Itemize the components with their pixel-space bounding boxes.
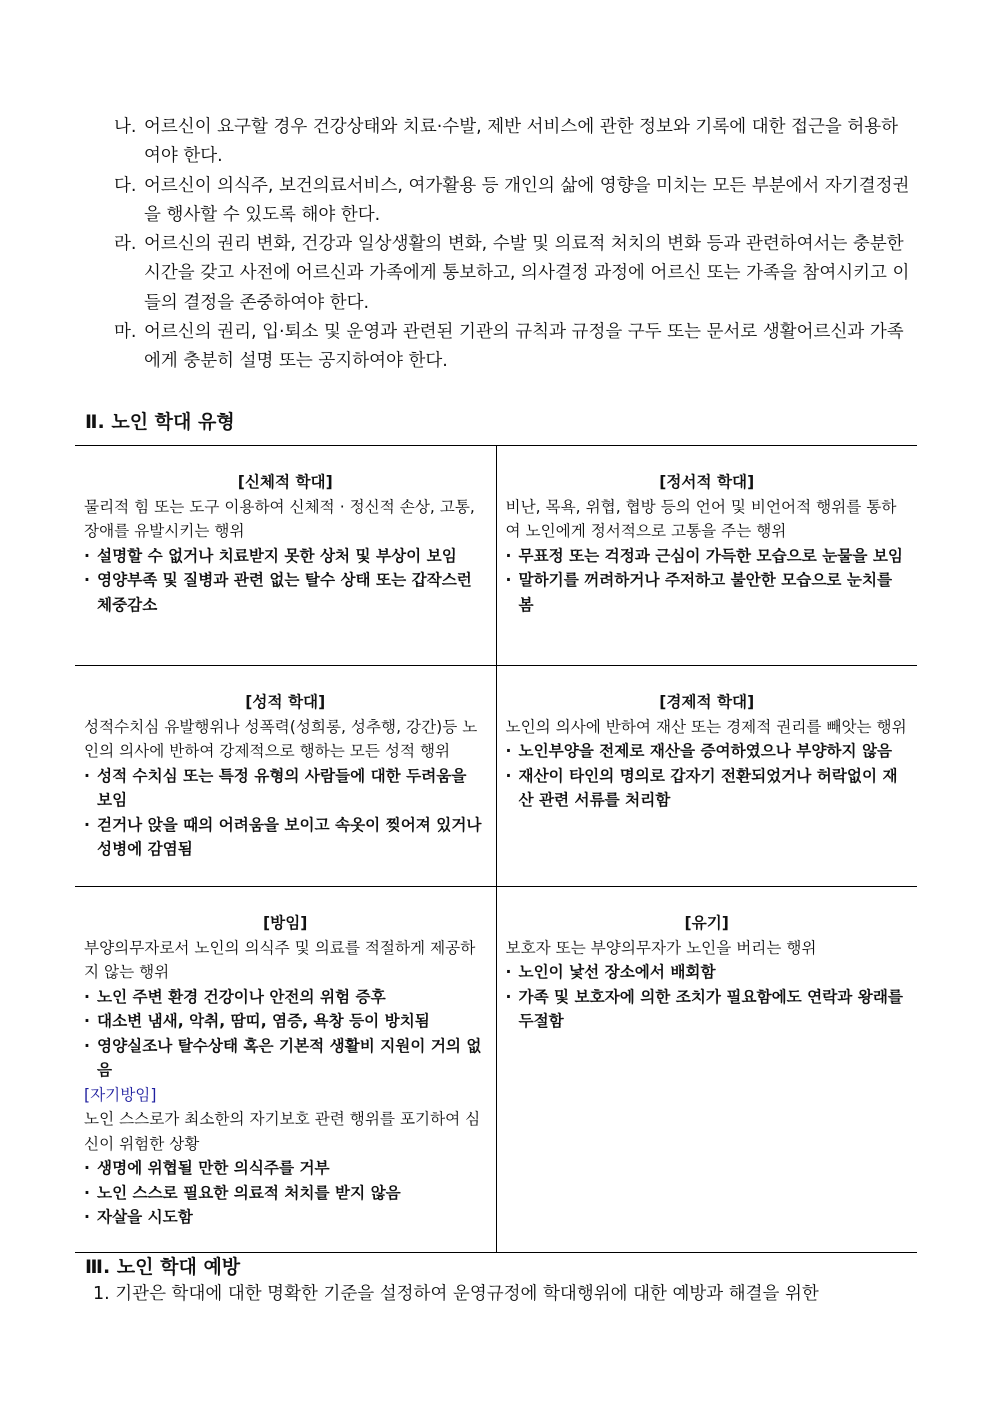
item-text: 어르신의 권리, 입·퇴소 및 운영과 관련된 기관의 규칙과 규정을 구두 또는 문서로 생활어르신과 가족에게 충분히 설명 또는 공지하여야 한다. [144,322,904,372]
self-neglect-description: 노인 스스로가 최소한의 자기보호 관련 행위를 포기하여 심신이 위험한 상황 [84,1110,481,1153]
cell-description: 비난, 목욕, 위협, 협방 등의 언어 및 비언어적 행위를 통하여 노인에게 정서적으로 고통을 주는 행위 [505,497,897,540]
bullet-item: · 영양실조나 탈수상태 혹은 기본적 생활비 지원이 거의 없음 [84,1034,487,1083]
cell-title: [신체적 학대] [237,473,333,491]
bullet-mark: · [505,987,512,1006]
bullet-mark: · [84,1036,90,1055]
cell-title: [성적 학대] [245,693,326,711]
cell-physical-abuse [75,446,496,666]
cell-title: [경제적 학대] [659,693,755,711]
bullet-item: · 걷거나 앉을 때의 어려움을 보이고 속옷이 찢어져 있거나 성병에 감염됨 [84,813,487,862]
bullet-item: · 노인 스스로 필요한 의료적 처치를 받지 않음 [84,1181,487,1206]
cell-description: 보호자 또는 부양의무자가 노인을 버리는 행위 [505,938,817,957]
bullet-item: · 노인이 낯선 장소에서 배회함 [506,960,909,985]
bullet-mark: · [505,571,512,589]
bullet-mark: · [84,1159,90,1177]
cell-title: [방임] [263,914,308,932]
item-marker: 다. [114,175,137,196]
abuse-types-table [75,445,917,1253]
list-item [114,230,914,318]
bullet-mark: · [84,571,90,589]
cell-sexual-abuse [75,666,496,887]
bullet-mark: · [505,766,512,785]
bullet-item: · 가족 및 보호자에 의한 조치가 필요함에도 연락과 왕래를 두절함 [506,985,909,1034]
list-item [114,172,914,231]
item-marker: 라. [114,234,137,255]
item-text: 어르신이 요구할 경우 건강상태와 치료·수발, 제반 서비스에 관한 정보와 기록에 대한 접근을 허용하여야 한다. [144,117,899,167]
table-row [75,446,917,666]
table-row [75,666,917,887]
cell-description: 물리적 힘 또는 도구 이용하여 신체적 · 정신적 손상, 고통, 장애를 유발시키는 행위 [84,497,475,540]
cell-neglect [75,887,496,1253]
bullet-mark: · [84,1012,90,1030]
cell-emotional-abuse [496,446,917,666]
cell-title: [정서적 학대] [659,473,755,491]
cell-description: 노인의 의사에 반하여 재산 또는 경제적 권리를 빼앗는 행위 [505,717,907,736]
bullet-mark: · [84,1183,90,1202]
bullet-mark: · [84,815,90,834]
bullet-mark: · [505,742,512,760]
cell-abandonment [496,887,917,1253]
list-item [114,113,914,172]
bullet-mark: · [84,546,90,565]
bullet-item: · 노인부양을 전제로 재산을 증여하였으나 부양하지 않음 [506,739,909,764]
bullet-mark: · [84,1208,90,1226]
section-heading-prevention: Ⅲ. 노인 학대 예방 [85,1256,241,1278]
bullet-item: · 설명할 수 없거나 치료받지 못한 상처 및 부상이 보임 [84,544,487,569]
table-row [75,887,917,1253]
item-marker: 나. [114,117,137,137]
bullet-mark: · [84,766,90,785]
item-marker: 마. [114,322,137,343]
item-text: 어르신이 의식주, 보건의료서비스, 여가활용 등 개인의 삶에 영향을 미치는 모든 부분에서 자기결정권을 행사할 수 있도록 해야 한다. [144,175,910,225]
self-neglect-title: [자기방임] [84,1085,157,1104]
bullet-item: · 무표정 또는 걱정과 근심이 가득한 모습으로 눈물을 보임 [506,544,909,569]
item-text: 어르신의 권리 변화, 건강과 일상생활의 변화, 수발 및 의료적 처치의 변화 등과 관련하여서는 충분한 시간을 갖고 사전에 어르신과 가족에게 통보하고, 의사결정 과정에 어르신 또는 가족을 참여시키고 이들의 결정을 존중하여야 한다. [144,234,910,313]
bullet-item: · 재산이 타인의 명의로 갑자기 전환되었거나 허락없이 재산 관련 서류를 처리함 [506,764,909,813]
bullet-item: · 노인 주변 환경 건강이나 안전의 위험 증후 [84,985,487,1010]
bullet-item: · 성적 수치심 또는 특정 유형의 사람들에 대한 두려움을 보임 [84,764,487,813]
cell-description: 성적수치심 유발행위나 성폭력(성희롱, 성추행, 강간)등 노인의 의사에 반하여 강제적으로 행하는 모든 성적 행위 [84,717,478,760]
bullet-mark: · [505,546,512,565]
bullet-item: · 말하기를 꺼려하거나 주저하고 불안한 모습으로 눈치를 봄 [506,568,909,617]
list-item [114,318,914,377]
bullet-item: · 대소변 냄새, 악취, 땀띠, 염증, 욕창 등이 방치됨 [84,1009,487,1034]
bullet-mark: · [84,987,90,1006]
cell-description: 부양의무자로서 노인의 의식주 및 의료를 적절하게 제공하지 않는 행위 [84,938,476,981]
bullet-mark: · [505,963,512,981]
bullet-item: · 자살을 시도함 [84,1205,487,1230]
cell-title: [유기] [684,914,729,932]
prevention-item-1: 1. 기관은 학대에 대한 명확한 기준을 설정하여 운영규정에 학대행위에 대한 예방과 해결을 위한 [93,1284,819,1304]
cell-financial-abuse [496,666,917,887]
section-heading-abuse-types: Ⅱ. 노인 학대 유형 [85,411,235,433]
bullet-item: · 영양부족 및 질병과 관련 없는 탈수 상태 또는 갑작스런 체중감소 [84,568,487,617]
intro-list [114,113,914,377]
bullet-item: · 생명에 위협될 만한 의식주를 거부 [84,1156,487,1181]
